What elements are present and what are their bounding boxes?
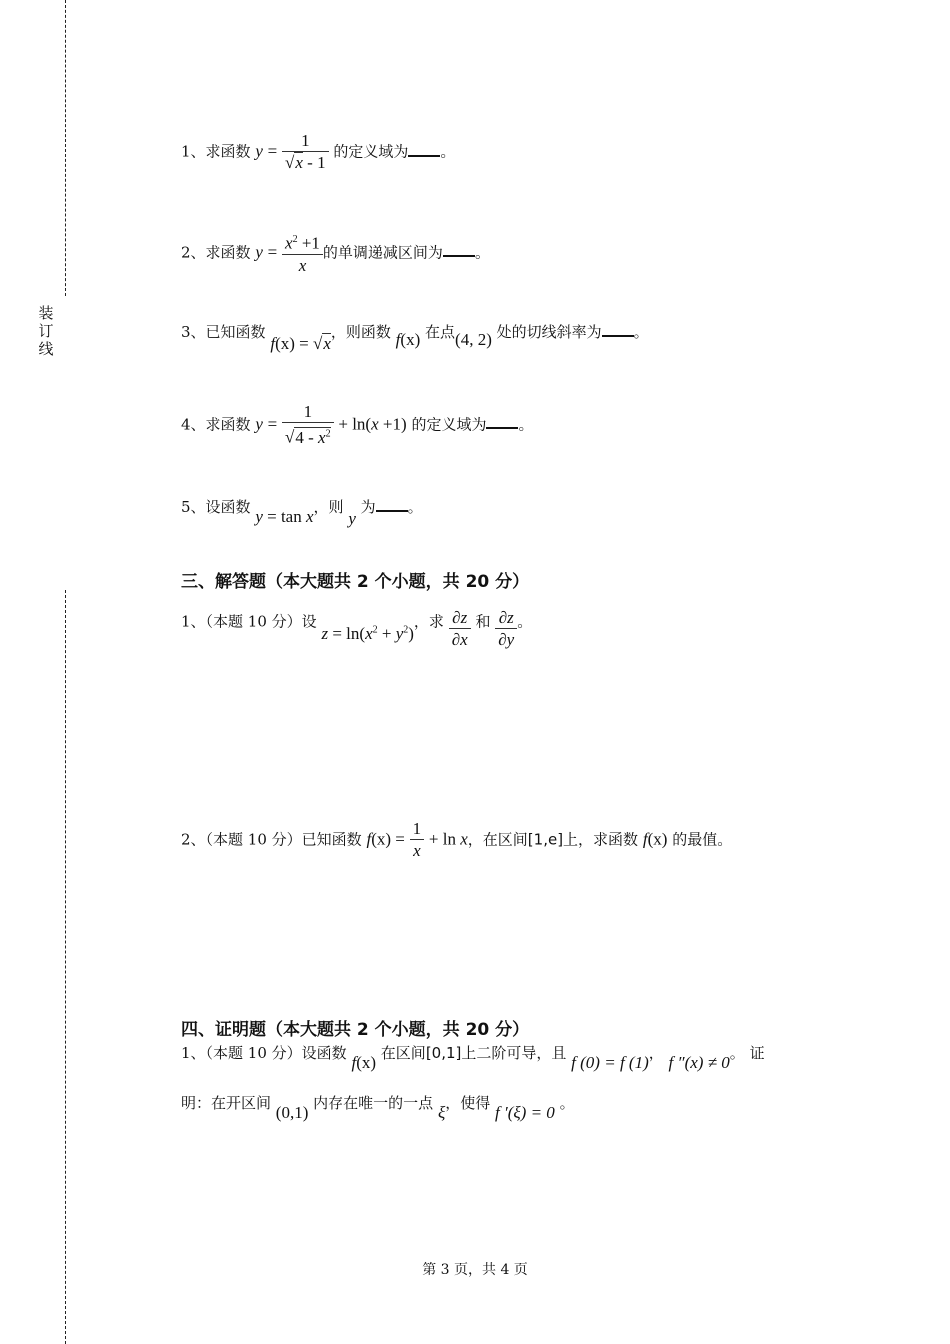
binding-line-bottom: [65, 590, 66, 1344]
fill-question-3: 3、已知函数 f(x) = √x，则函数 f(x) 在点(4, 2) 处的切线斜率为 。: [181, 323, 649, 353]
proof-question-1-line-1: 1、（本题 10 分）设函数 f(x) 在区间[0,1]上二阶可导，且 f (0) = f (1)， f ″(x) ≠ 0。 证: [181, 1044, 765, 1072]
fraction: $\frac{1}{√4 - x^2}$: [282, 402, 334, 449]
partial-z-y: $\frac{\partial z}{\partial y}$: [495, 608, 517, 651]
partial-z-x: $\frac{\partial z}{\partial x}$: [449, 608, 471, 651]
binding-label: 装订线: [38, 304, 54, 358]
answer-blank[interactable]: [602, 321, 634, 337]
fraction: $\frac{x^2 +1}{x}$: [282, 230, 323, 277]
proof-question-1-line-2: 明：在开区间 (0,1) 内存在唯一的一点 ξ，使得 f ′(ξ) = 0 。: [181, 1094, 575, 1122]
answer-blank[interactable]: [443, 241, 475, 257]
section-4-title: 四、证明题（本大题共 2 个小题，共 20 分）: [181, 1020, 530, 1040]
fraction: $\frac{1}{√x - 1}$: [282, 131, 329, 174]
fraction: $\frac{1}{x}$: [410, 819, 425, 862]
answer-blank[interactable]: [408, 141, 440, 157]
fill-question-4: 4、求函数 y = $\frac{1}{√4 - x^2}$ + ln(x +1) 的定义域为 。: [181, 402, 534, 447]
fill-question-2: 2、求函数 y = $\frac{x^2 +1}{x}$ 的单调递减区间为 。: [181, 230, 490, 277]
binding-line-top: [65, 0, 66, 296]
section-3-title: 三、解答题（本大题共 2 个小题，共 20 分）: [181, 572, 530, 592]
answer-blank[interactable]: [486, 413, 518, 429]
fill-question-5: 5、设函数 y = tan x，则 y 为 。: [181, 498, 423, 528]
answer-blank[interactable]: [376, 496, 408, 512]
answer-question-1: 1、（本题 10 分）设 $z = \ln(x^2 + y^2)$，求 $\frac{\partial z}{\partial x}$ 和 $\frac{\partial z}{\partial y}$ 。: [181, 608, 533, 649]
fill-question-1: 1、求函数 y = $\frac{1}{√x - 1}$ 的定义域为 。: [181, 131, 456, 172]
page-footer: 第 3 页，共 4 页: [422, 1262, 528, 1278]
answer-question-2: 2、（本题 10 分）已知函数 f(x) = $\frac{1}{x}$ + ln x，在区间[1,e]上，求函数 f(x) 的最值。: [181, 819, 733, 860]
